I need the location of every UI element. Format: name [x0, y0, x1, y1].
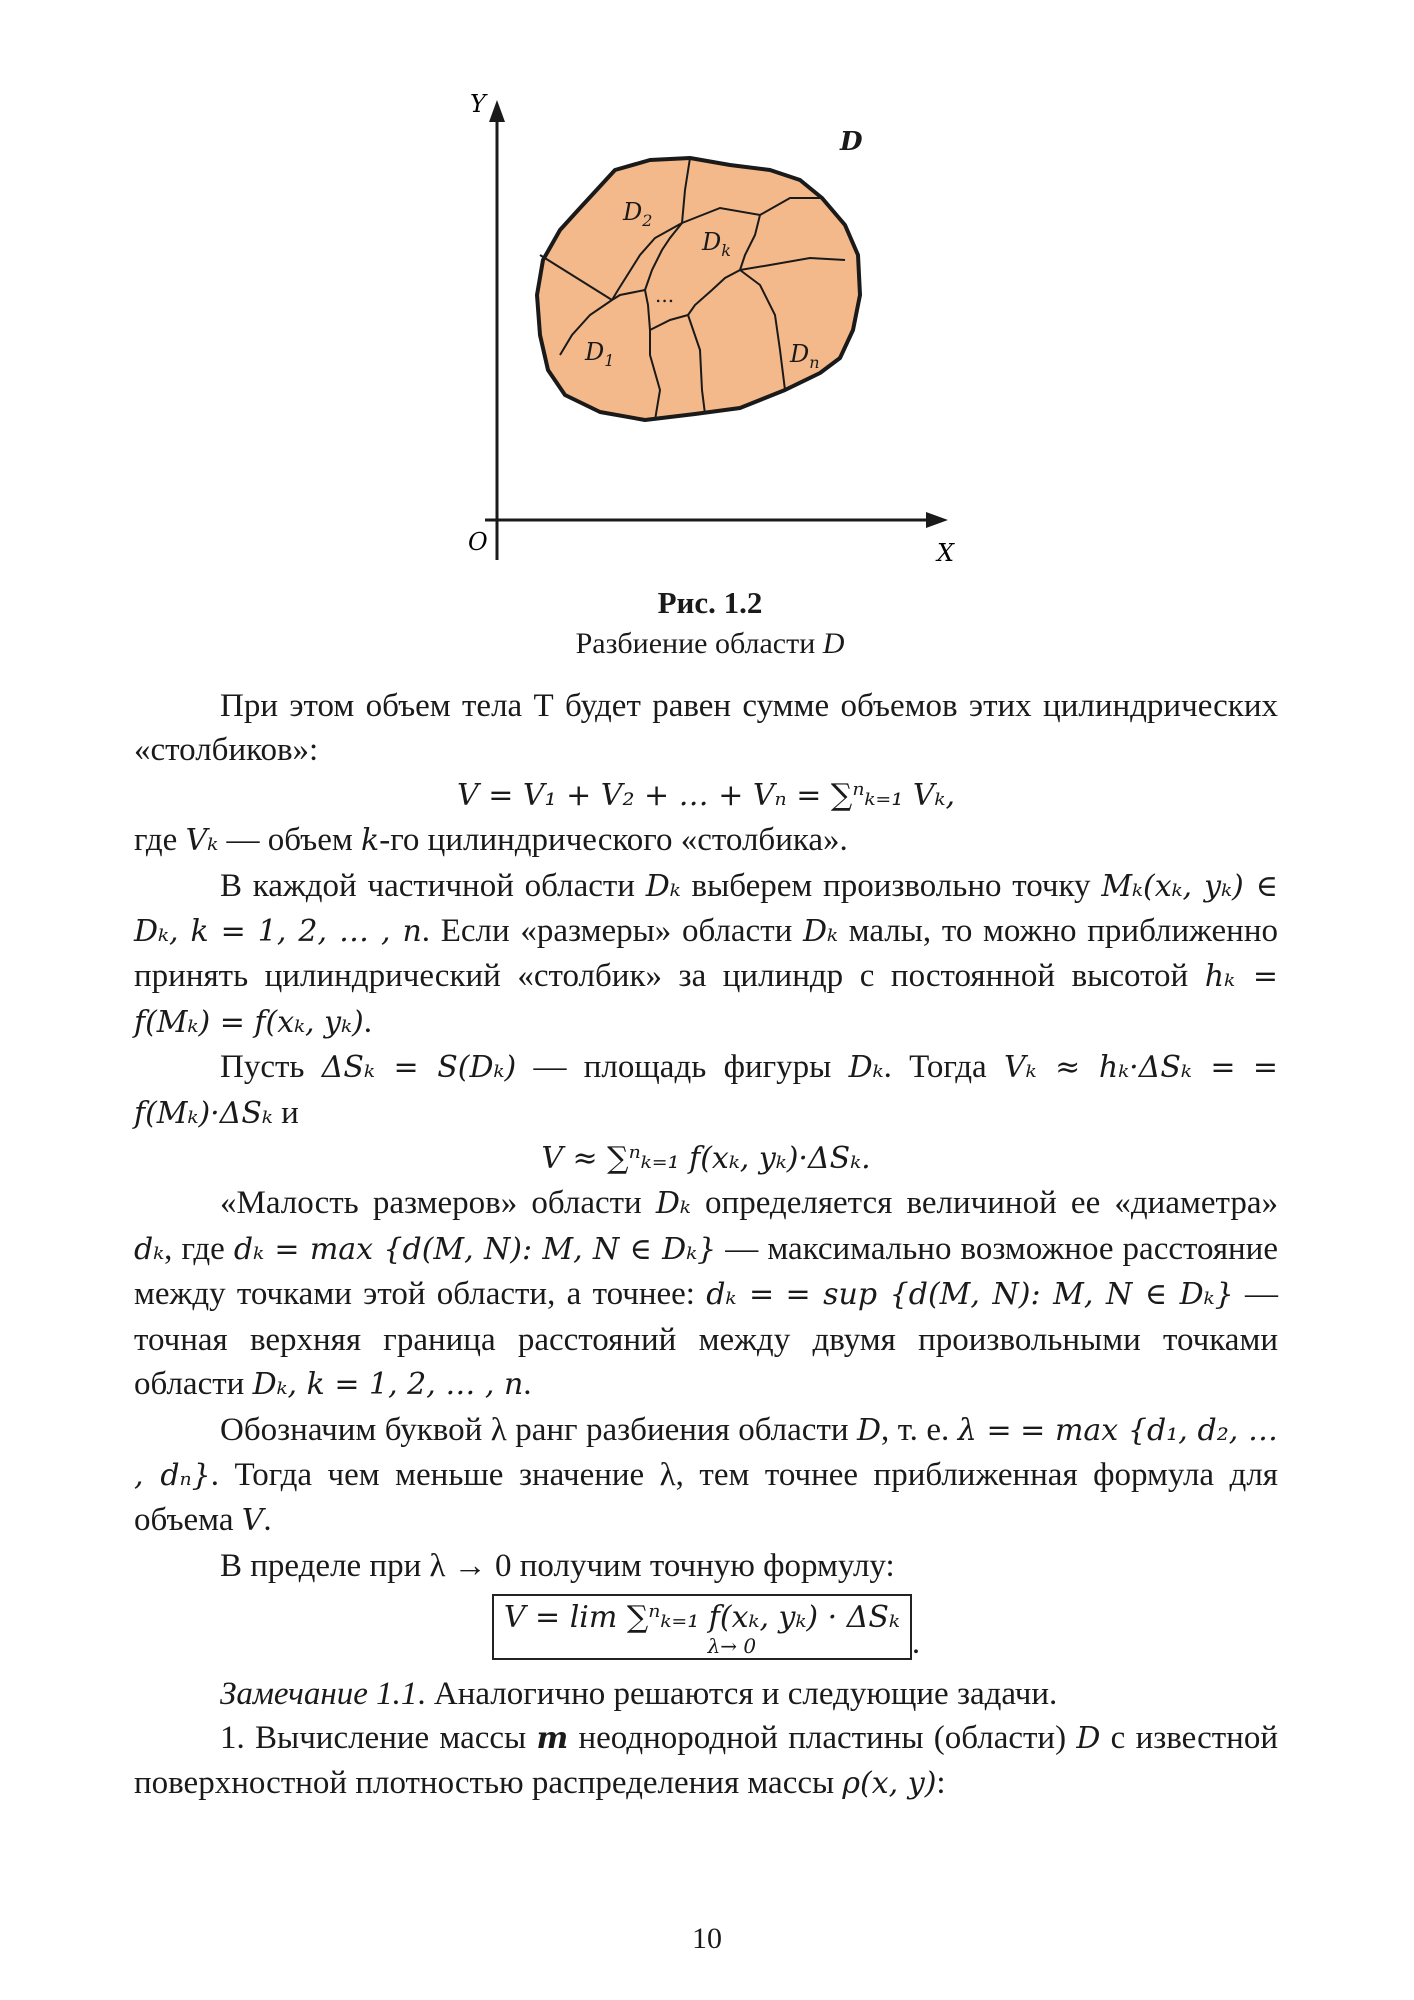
p6-t1: Обозначим буквой λ ранг разбиения области — [220, 1411, 857, 1448]
item1-m2: D — [1076, 1720, 1101, 1756]
p3-t4: малы, то можно приближенно принять цилиндрический «столбик» за цилиндр с постоянной высотой — [134, 913, 1278, 995]
p4-t4: и — [272, 1094, 299, 1131]
figure-partition-diagram — [440, 90, 960, 570]
paragraph-4 — [134, 1045, 1278, 1136]
x-axis-arrow — [926, 512, 948, 528]
p5-t3: , где — [164, 1230, 234, 1267]
p4-t3: . Тогда — [883, 1049, 1004, 1086]
formula-volume-sum — [134, 773, 1278, 818]
formula-2-text: V ≈ ∑ⁿₖ₌₁ f(xₖ, yₖ)·ΔSₖ. — [541, 1141, 871, 1177]
p2-prefix: где — [134, 822, 186, 859]
p5-m1: Dₖ — [655, 1186, 691, 1222]
p3-t2: выберем произвольно точку — [680, 867, 1102, 904]
formula-3-after: . — [911, 1625, 921, 1662]
p4-m4: = f(Mₖ)·ΔSₖ — [134, 1050, 1279, 1131]
x-axis-label: X — [937, 539, 955, 567]
subregion-label-dk: $D_k$ — [702, 228, 731, 260]
y-axis-label: Y — [470, 90, 486, 118]
item1-m3: ρ(x, y) — [842, 1766, 937, 1802]
origin-label: O — [468, 528, 488, 556]
figure-caption-title: Рис. 1.2 — [657, 585, 763, 620]
p5-m6: Dₖ, k = 1, 2, … , n — [252, 1367, 524, 1403]
p3-t5: . — [363, 1003, 372, 1040]
p4-m3: Vₖ ≈ hₖ·ΔSₖ = — [1003, 1050, 1236, 1086]
paragraph-7: В пределе при λ → 0 получим точную формулу: — [220, 1547, 895, 1584]
p5-m5: = sup {d(M, N): M, N ∈ Dₖ} — [785, 1277, 1234, 1313]
p5-t5: — точная верхняя граница расстояний между двумя произвольными точками области — [134, 1276, 1279, 1403]
subregion-label-d2: $D_2$ — [623, 198, 653, 230]
p5-t6: . — [523, 1366, 532, 1403]
p4-m1: ΔSₖ = S(Dₖ) — [321, 1050, 517, 1086]
item1-t4: : — [936, 1765, 946, 1802]
p3-dk: Dₖ — [645, 868, 681, 904]
p4-t2: — площадь фигуры — [516, 1049, 849, 1086]
boxed-formula — [492, 1594, 912, 1660]
formula-volume-limit — [134, 1594, 1278, 1665]
formula-3-text: V = lim ∑ⁿₖ₌₁ f(xₖ, yₖ) · ΔSₖ — [503, 1600, 900, 1636]
p5-m3: dₖ = max {d(M, N): M, N ∈ Dₖ} — [233, 1231, 717, 1267]
p6-t4: . — [263, 1502, 272, 1539]
p5-t4: — максимально возможное расстояние между точками этой области, а точнее: — [134, 1230, 1278, 1313]
p3-m1: Mₖ(xₖ, yₖ) ∈ Dₖ, k = 1, 2, … , n — [134, 868, 1278, 950]
figure-caption-subtitle — [0, 627, 1414, 661]
item1-t3: с известной поверхностной плотностью распределения массы — [134, 1719, 1279, 1802]
subregion-label-d1: $D_1$ — [585, 338, 615, 370]
p3-t1: В каждой частичной области — [220, 867, 646, 904]
paragraph-3 — [134, 864, 1278, 1046]
formula-volume-approx — [134, 1136, 1278, 1181]
item-1-paragraph — [134, 1716, 1278, 1807]
formula-3-limit-sub: λ→ 0 — [707, 1634, 757, 1659]
p6-m3: = max {d₁, d₂, … , dₙ} — [134, 1412, 1279, 1493]
p6-m2: λ = — [957, 1412, 1012, 1448]
p5-m2: dₖ — [134, 1231, 165, 1267]
paragraph-5 — [134, 1181, 1278, 1407]
formula-1-text: V = V₁ + V₂ + … + Vₙ = ∑ⁿₖ₌₁ Vₖ, — [457, 777, 955, 813]
p5-t1: «Малость размеров» области — [220, 1185, 656, 1222]
p6-m4: V — [241, 1503, 264, 1539]
paragraph-6 — [134, 1408, 1278, 1544]
body-text — [134, 684, 1278, 1807]
remark-text: . Аналогично решаются и следующие задачи. — [417, 1675, 1058, 1712]
item1-t2: неоднородной пластины (области) — [568, 1719, 1077, 1756]
p6-t3: . Тогда чем меньше значение λ, тем точнее приближенная формула для объема — [134, 1456, 1278, 1539]
subregion-dots: ... — [655, 283, 675, 307]
diagram-svg — [440, 90, 960, 570]
p4-m2: Dₖ — [848, 1050, 884, 1086]
p2-mid: — объем — [218, 822, 362, 859]
region-d-label: D — [840, 127, 863, 157]
subregion-label-dn: $D_n$ — [790, 340, 820, 372]
p2-suffix: -го цилиндрического «столбика». — [379, 822, 848, 859]
page-number: 10 — [692, 1922, 722, 1955]
p6-t2: , т. е. — [881, 1411, 958, 1448]
p4-t1: Пусть — [220, 1049, 322, 1086]
y-axis-arrow — [489, 100, 505, 122]
caption-subtitle-text: Разбиение области — [575, 627, 823, 660]
p5-t2: определяется величиной ее «диаметра» — [690, 1185, 1278, 1222]
p3-t3: . Если «размеры» области — [421, 913, 803, 950]
remark-label: Замечание 1.1 — [220, 1675, 418, 1712]
p3-m2: hₖ = f(Mₖ) = f(xₖ, yₖ) — [134, 959, 1278, 1040]
remark-paragraph — [134, 1672, 1278, 1716]
item1-t1: 1. Вычисление массы — [220, 1719, 537, 1756]
p2-vk: Vₖ — [185, 823, 219, 859]
caption-subtitle-var: D — [822, 627, 845, 660]
item1-m1: m — [536, 1720, 569, 1756]
p2-k: k — [361, 823, 380, 859]
p6-m1: D — [856, 1412, 882, 1448]
p3-dk2: Dₖ — [802, 914, 838, 950]
paragraph-2 — [134, 818, 1278, 863]
paragraph-1: При этом объем тела Т будет равен сумме объемов этих цилиндрических «столбиков»: — [134, 688, 1278, 769]
p5-m4: dₖ = — [706, 1277, 775, 1313]
